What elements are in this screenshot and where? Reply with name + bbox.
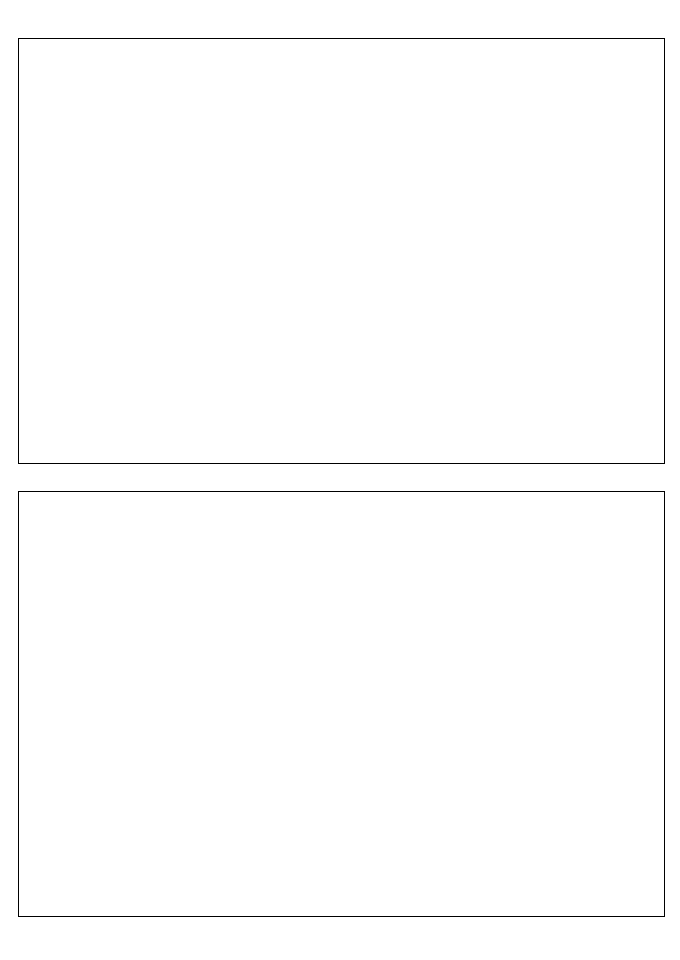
map-850hpa-canvas: [19, 492, 664, 916]
map-700hpa: [18, 38, 665, 464]
map-850hpa: [18, 491, 665, 917]
map-700hpa-canvas: [19, 39, 664, 463]
